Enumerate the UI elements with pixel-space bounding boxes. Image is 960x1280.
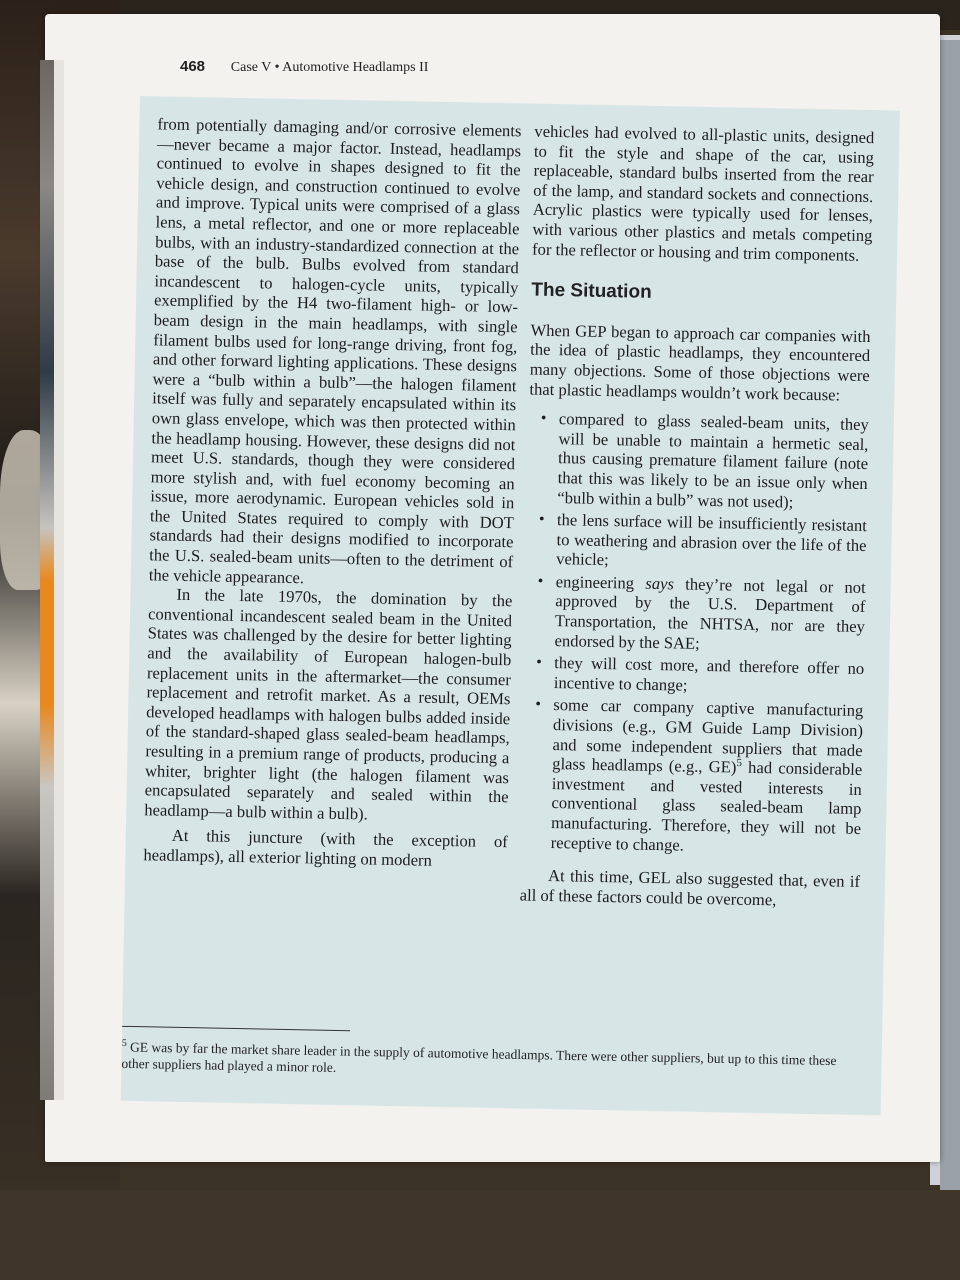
paragraph: At this time, GEL also suggested that, even if all of these factors could be overcome, — [519, 866, 861, 910]
page-stack-edge — [40, 60, 54, 1100]
footnote-text: GE was by far the market share leader in the supply of automotive headlamps. There were other suppliers, but up to this time these other suppliers had played a minor role. — [121, 1039, 837, 1075]
bullet-text: had considerable investment and vested interests in conventional glass sealed-beam lamp manufacturing. Therefore, they will not be receptive to change. — [550, 757, 863, 855]
bullet-item: • the lens surface will be insufficiently resistant to weathering and abrasion over the life of the vehicle; — [556, 510, 867, 575]
left-column — [143, 114, 521, 871]
footnote-ref: 5 — [736, 757, 743, 770]
bullet-item: • compared to glass sealed-beam units, they will be unable to maintain a hermetic seal, thus causing premature filament failure (note that this was likely to be an issue only when “bulb within a bulb” was not used); — [557, 409, 869, 513]
background-bottom — [0, 1190, 960, 1280]
right-column — [520, 122, 875, 912]
bullet-item — [554, 572, 865, 656]
running-title: Case V • Automotive Headlamps II — [230, 60, 429, 75]
bullet-list — [521, 409, 869, 859]
paragraph: When GEP began to approach car companies with the idea of plastic headlamps, they encountered many objections. Some of those objections were that plastic headlamps wouldn’t work because: — [529, 320, 871, 405]
bullet-text: they’re not legal or not approved by the U.S. Department of Transportation, the NHTSA, nor are they endorsed by the SAE; — [554, 574, 866, 653]
footnote — [121, 1036, 862, 1086]
bullet-item — [551, 695, 864, 858]
bullet-text: engineering — [555, 571, 646, 593]
shaded-text-box — [121, 96, 900, 1115]
paragraph: vehicles had evolved to all-plastic units, designed to fit the style and shape of the car, using replaceable, standard bulbs inserted from the rear of the lamp, and standard sockets and connections. Acrylic plastics were typically used for lenses, with various other plastics and metals competing for the reflector or housing and trim components. — [531, 121, 875, 265]
paragraph: from potentially damaging and/or corrosive elements—never became a major factor. Instead, headlamps continued to evolve in shapes designed to fit the vehicle design, and construction continued to evolve and improve. Typical units were comprised of a glass lens, a metal reflector, and one or more replaceable bulbs, with an industry-standardized connection at the base of the bulb. Bulbs evolved from standard incandescent to halogen-cycle units, typically exemplified by the H4 two-filament high- or low-beam design in the main headlamps, with single filament bulbs used for long-range driving, front fog, and other forward lighting applications. These designs were a “bulb within a bulb”—the halogen filament itself was fully and separately encapsulated within its own glass envelope, which was then protected within the headlamp housing. However, these designs did not meet U.S. standards, though they were considered more stylish and, with fuel economy becoming an issue, more aerodynamic. European vehicles sold in the United States required to comply with DOT standards had their designs modified to incorporate the U.S. sealed-beam units—often to the detriment of the vehicle appearance. — [148, 114, 522, 587]
page-margin-edge — [54, 60, 64, 1100]
paragraph: In the late 1970s, the domination by the conventional incandescent sealed beam in the United States was challenged by the desire for better lighting and the availability of European halogen-bulb replacement units in the aftermarket—the consumer replacement and retrofit market. As a result, OEMs developed headlamps with halogen bulbs added inside of the standard-shaped glass sealed-beam headlamps, resulting in a premium range of products, producing a whiter, brighter light (the halogen filament was encapsulated separately and sealed within the headlamp—a bulb within a bulb). — [144, 585, 513, 824]
bullet-item: • they will cost more, and therefore offer no incentive to change; — [554, 653, 865, 698]
footnote-mark: 5 — [121, 1037, 127, 1049]
footnote-rule — [122, 1026, 350, 1031]
page-number: 468 — [180, 58, 206, 75]
page-header — [180, 58, 780, 82]
emphasis-text: says — [645, 573, 675, 594]
paragraph: At this juncture (with the exception of headlamps), all exterior lighting on modern — [143, 826, 508, 870]
bullet-text: some car company captive manufacturing divisions (e.g., GM Guide Lamp Division) and some independent suppliers that made glass headlamps (e.g., GE) — [552, 695, 864, 777]
section-heading: The Situation — [531, 279, 652, 304]
book-edge — [940, 40, 960, 1190]
